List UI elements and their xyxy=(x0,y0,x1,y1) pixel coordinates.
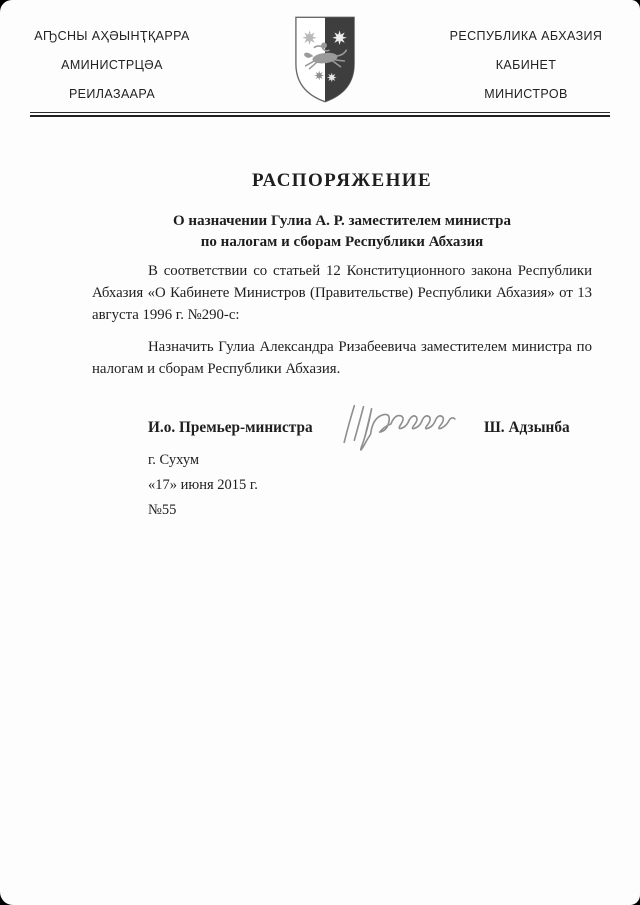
body-paragraph-appointment: Назначить Гулиа Александра Ризабеевича заместителем министра по налогам и сборам Республики Абхазия. xyxy=(92,339,592,377)
footer-document-number: №55 xyxy=(148,502,177,518)
abkhazia-coat-of-arms-icon xyxy=(293,15,357,105)
header-abkhazian-block xyxy=(22,22,202,109)
signatory-name: Ш. Адзынба xyxy=(484,419,570,436)
header-right-line-3: МИНИСТРОВ xyxy=(484,87,568,101)
header-left-line-3: РЕИЛАЗААРА xyxy=(68,87,156,101)
signatory-position: И.о. Премьер-министра xyxy=(148,419,313,436)
handwritten-signature xyxy=(332,393,464,455)
header-left-line-2: АМИНИСТРЦӘА xyxy=(61,58,163,72)
subject-line-2: по налогам и сборам Республики Абхазия xyxy=(200,234,484,250)
header-right-line-1: РЕСПУБЛИКА АБХАЗИЯ xyxy=(449,29,603,43)
document-title: РАСПОРЯЖЕНИЕ xyxy=(251,170,433,191)
footer-city: г. Сухум xyxy=(148,452,200,468)
header-right-line-2: КАБИНЕТ xyxy=(495,58,557,72)
header-left-line-1: АҦСНЫ АҲӘЫНҬҚАРРА xyxy=(34,29,190,43)
body-paragraph-legal-basis: В соответствии со статьей 12 Конституционного закона Республики Абхазия «О Кабинете Министров (Правительстве) Республики Абхазия» от 13 августа 1996 г. №290-с: xyxy=(92,263,592,323)
header-divider-rule xyxy=(30,112,610,117)
footer-date: «17» июня 2015 г. xyxy=(148,477,258,493)
document-subject xyxy=(92,211,592,253)
subject-line-1: О назначении Гулиа А. Р. заместителем министра xyxy=(173,213,511,229)
header-russian-block xyxy=(448,22,604,109)
